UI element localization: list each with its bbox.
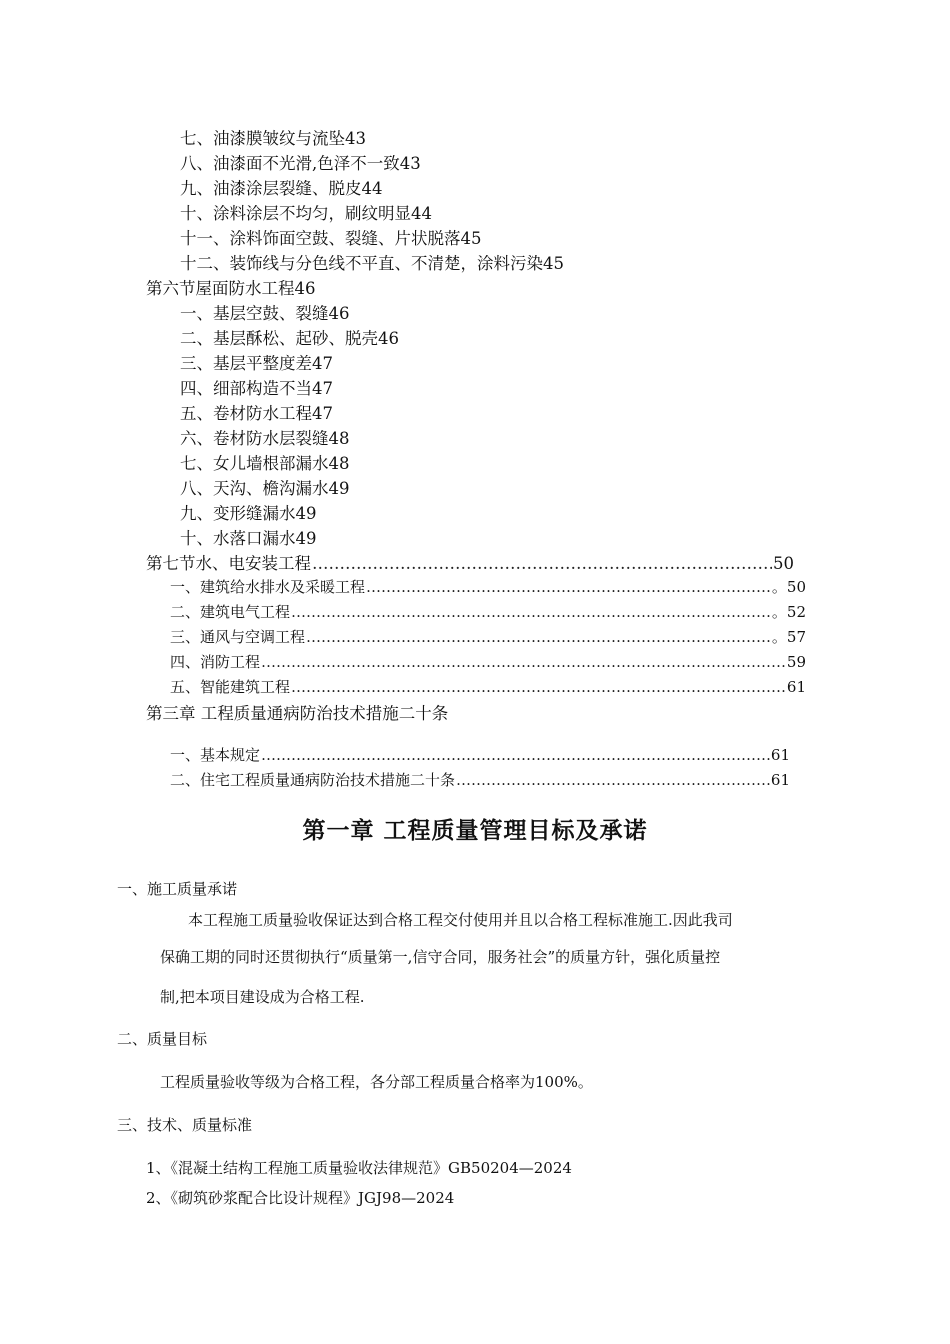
toc-subentry-page: 。52: [771, 603, 806, 621]
toc-entry: 九、油漆涂层裂缝、脱皮44: [180, 179, 383, 198]
toc-leader: [291, 678, 786, 696]
toc-subentry: [170, 744, 790, 765]
toc-entry: 七、女儿墙根部漏水48: [180, 454, 350, 473]
toc-section-heading: 第六节屋面防水工程46: [146, 279, 316, 298]
toc-entry: 六、卷材防水层裂缝48: [180, 429, 350, 448]
toc-leader: [312, 554, 772, 573]
toc-entry: 十二、装饰线与分色线不平直、不清楚，涂料污染45: [180, 254, 564, 273]
quality-goal-text: 工程质量验收等级为合格工程，各分部工程质量合格率为100%。: [160, 1073, 593, 1091]
toc-leader: [291, 603, 771, 621]
toc-leader: [456, 771, 770, 789]
toc-entry: 十一、涂料饰面空鼓、裂缝、片状脱落45: [180, 229, 482, 248]
section-heading-3: 三、技术、质量标准: [117, 1116, 253, 1134]
toc-section7: [146, 550, 794, 574]
toc-section7-page: 50: [773, 554, 794, 573]
paragraph-line-3: 制,把本项目建设成为合格工程.: [160, 988, 365, 1006]
toc-subentry-page: 61: [770, 771, 790, 789]
toc-subentry-page: 61: [786, 678, 806, 696]
toc-leader: [261, 746, 770, 764]
toc-leader: [261, 653, 786, 671]
toc-entry: 四、细部构造不当47: [180, 379, 333, 398]
toc-subentry-label: 二、住宅工程质量通病防治技术措施二十条: [170, 771, 456, 789]
chapter-title: 第一章 工程质量管理目标及承诺: [302, 818, 648, 844]
toc-subentry: [170, 769, 790, 790]
toc-subentry-label: 一、基本规定: [170, 746, 261, 764]
toc-subentry-label: 三、通风与空调工程: [170, 628, 306, 646]
toc-leader: [306, 628, 771, 646]
toc-subentry-page: 。57: [771, 628, 806, 646]
paragraph-line-1: 本工程施工质量验收保证达到合格工程交付使用并且以合格工程标准施工.因此我司: [188, 911, 733, 929]
toc-entry: 三、基层平整度差47: [180, 354, 333, 373]
toc-entry: 一、基层空鼓、裂缝46: [180, 304, 350, 323]
standard-item-2: 2、《砌筑砂浆配合比设计规程》JGJ98—2024: [146, 1189, 455, 1207]
section-heading-1: 一、施工质量承诺: [117, 880, 238, 898]
toc-entry: 二、基层酥松、起砂、脱壳46: [180, 329, 399, 348]
toc-subentry: [170, 651, 806, 672]
toc-subentry-label: 四、消防工程: [170, 653, 261, 671]
toc-entry: 七、油漆膜皱纹与流坠43: [180, 129, 366, 148]
paragraph-line-2: 保确工期的同时还贯彻执行“质量第一,信守合同，服务社会”的质量方针，强化质量控: [160, 948, 721, 966]
toc-subentry-page: 。50: [771, 578, 806, 596]
toc-chapter3: 第三章 工程质量通病防治技术措施二十条: [146, 704, 449, 723]
toc-subentry: [170, 676, 806, 697]
toc-entry: 八、油漆面不光滑,色泽不一致43: [180, 154, 421, 173]
toc-subentry-label: 二、建筑电气工程: [170, 603, 291, 621]
toc-section7-label: 第七节水、电安装工程: [146, 554, 311, 573]
toc-entry: 八、天沟、檐沟漏水49: [180, 479, 350, 498]
toc-leader: [366, 578, 771, 596]
toc-entry: 九、变形缝漏水49: [180, 504, 317, 523]
toc-subentry-label: 五、智能建筑工程: [170, 678, 291, 696]
section-heading-2: 二、质量目标: [117, 1030, 208, 1048]
toc-subentry-label: 一、建筑给水排水及采暖工程: [170, 578, 366, 596]
standard-item-1: 1、《混凝土结构工程施工质量验收法律规范》GB50204—2024: [146, 1159, 572, 1177]
toc-entry: 五、卷材防水工程47: [180, 404, 333, 423]
toc-entry: 十、水落口漏水49: [180, 529, 317, 548]
toc-entry: 十、涂料涂层不均匀，刷纹明显44: [180, 204, 432, 223]
toc-subentry-page: 59: [786, 653, 806, 671]
toc-subentry: [170, 626, 806, 647]
toc-subentry-page: 61: [770, 746, 790, 764]
toc-subentry: [170, 576, 806, 597]
toc-subentry: [170, 601, 806, 622]
